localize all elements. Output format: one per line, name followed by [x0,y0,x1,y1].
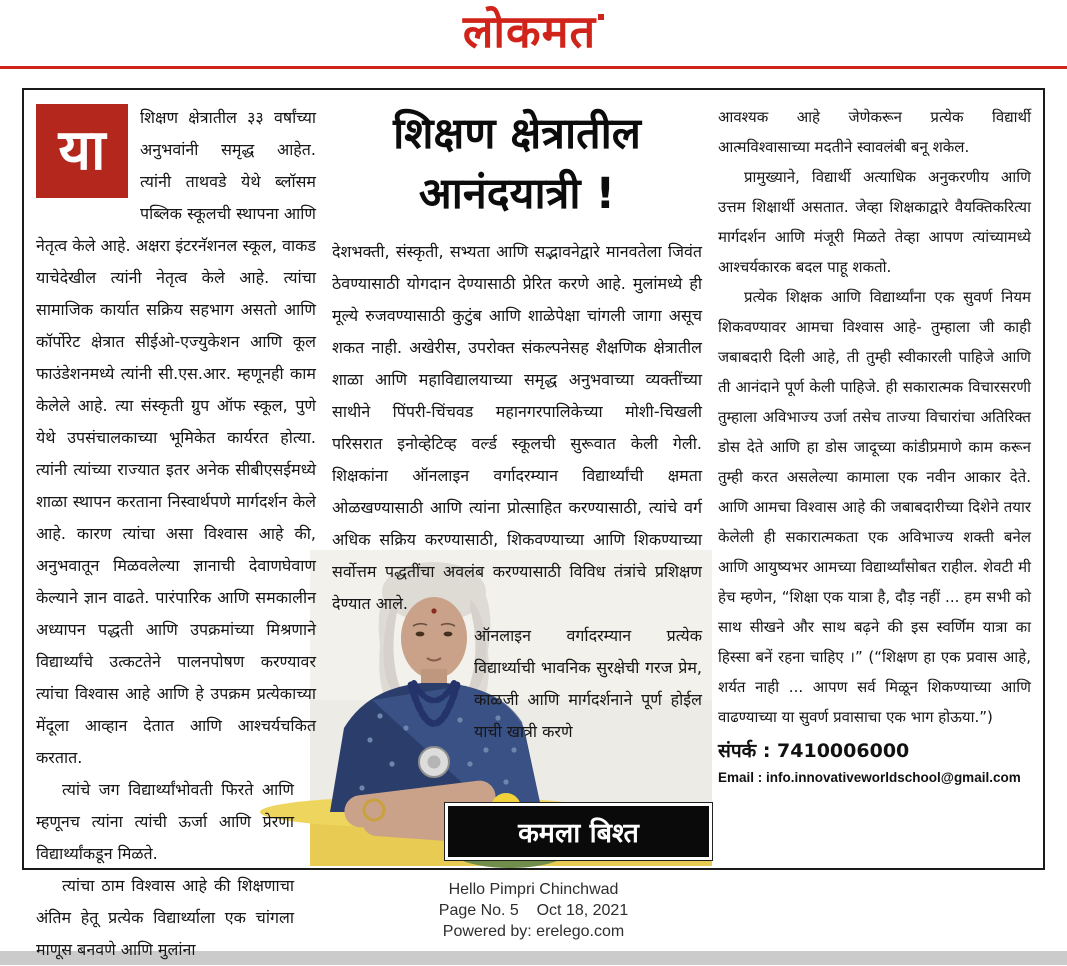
left-paragraph-2: त्यांचे जग विद्यार्थ्यांभोवती फिरते आणि म्हणूनच त्यांना त्यांची ऊर्जा आणि प्रेरणा विद्यार्थ्यांकडून मिळते. [36,780,294,863]
left-column [36,102,316,959]
masthead [0,4,1067,60]
right-paragraph-1: आवश्यक आहे जेणेकरून प्रत्येक विद्यार्थी आत्मविश्वासाच्या मदतीने स्वावलंबी बनू शकेल. [718,108,1031,156]
drop-cap: या [36,104,128,198]
left-paragraph-1 [36,102,316,774]
center-paragraph-1: देशभक्ती, संस्कृती, सभ्यता आणि सद्भावनेद्वारे मानवतेला जिवंत ठेवण्यासाठी योगदान देण्यासाठी प्रेरित करणे आहे. मुलांमध्ये ही मूल्ये रुजवण्यासाठी कुटुंब आणि शाळेपेक्षा चांगली जागा असूच शकत नाही. अखेरीस, उपरोक्त संकल्पनेसह शैक्षणिक क्षेत्रातील शाळा आणि महाविद्यालयाच्या समृद्ध अनुभवाच्या व्यक्तींच्या साथीने पिंपरी-चिंचवड महानगरपालिकेच्या मोशी-चिखली परिसरात इनोव्हेटिव्ह वर्ल्ड स्कूलची सुरूवात केली गेली. शिक्षकांना ऑनलाइन वर्गादरम्यान विद्यार्थ्यांची क्षमता ओळखण्यासाठी आणि त्यांना प्रोत्साहित करण्यासाठी, त्यांचे वर्ग अधिक सक्रिय करण्यासाठी, शिकवण्याच्या आणि शिकण्याच्या सर्वोत्तम पद्धतींचा अवलंब करण्यासाठी विविध तंत्रांचे प्रशिक्षण देण्यात आले. [332,242,702,613]
center-column [332,102,702,856]
left-paragraph-1-text: शिक्षण क्षेत्रातील ३३ वर्षांच्या अनुभवांनी समृद्ध आहेत. त्यांनी ताथवडे येथे ब्लॉसम पब्लिक स्कूलची स्थापना आणि नेतृत्व केले आहे. अक्षरा इंटरनॅशनल स्कूल, वाकड याचेदेखील त्यांनी नेतृत्व केले आहे. त्यांचा सामाजिक कार्यात सक्रिय सहभाग असतो आणि कॉर्पोरेट क्षेत्रात सीईओ-एज्युकेशन आणि कूल फाउंडेशनमध्ये त्यांनी सी.एस.आर. म्हणूनही काम केलेले आहे. त्या संस्कृती ग्रुप ऑफ स्कूल, पुणे येथे उपसंचालकाच्या भूमिकेत कार्यरत होत्या. त्यांनी त्यांच्या राज्यात इतर अनेक सीबीएसईमध्ये शाळा स्थापन करताना निस्वार्थपणे मार्गदर्शन केले आहे. कारण त्यांचा असा विश्वास आहे की, अनुभवातून मिळवलेल्या ज्ञानाची देवाणघेवाण केल्याने ज्ञान वाढते. पारंपारिक आणि समकालीन अध्यापन पद्धती आणि उपक्रमांच्या मिश्रणाने विद्यार्थ्यांचे उत्कटतेने पालनपोषण करण्यावर त्यांचा विश्वास आहे आणि हे उपक्रम प्रत्येकाच्या मेंदूला आव्हान देतात आणि आश्चर्यचकित करतात. [36,108,316,767]
footer-publication: Hello Pimpri Chinchwad [448,881,619,898]
newspaper-logo: लोकमत [462,5,597,58]
trademark-mark [598,14,604,20]
right-paragraph-2: प्रामुख्याने, विद्यार्थी अत्याधिक अनुकरणीय आणि उत्तम शिक्षार्थी असतात. जेव्हा शिक्षकाद्वारे वैयक्तिकरित्या मार्गदर्शन आणि मंजूरी मिळते तेव्हा आपण त्यांच्यामध्ये आश्चर्यकारक बदल पाहू शकतो. [718,168,1031,276]
center-paragraph-2: ऑनलाइन वर्गादरम्यान प्रत्येक विद्यार्थ्याची भावनिक सुरक्षेची गरज प्रेम, काळजी आणि मार्गदर्शनाने पूर्ण होईल याची खात्री करणे [474,626,702,741]
footer-page-date: Page No. 5 Oct 18, 2021 [438,902,629,919]
article-headline [332,104,702,224]
masthead-divider [0,66,1067,69]
headline-line-2: आनंदयात्री ! [418,169,616,219]
headline-line-1: शिक्षण क्षेत्रातील [393,109,641,159]
right-paragraph-3: प्रत्येक शिक्षक आणि विद्यार्थ्यांना एक सुवर्ण नियम शिकवण्यावर आमचा विश्वास आहे- तुम्हाला जी काही जबाबदारी दिली आहे, ती तुम्ही स्वीकारली पाहिजे आणि ती आनंदाने पूर्ण केली पाहिजे. ही सकारात्मक विचारसरणी तुम्हाला अविभाज्य उर्जा तसेच ताज्या विचारांचा अतिरिक्त डोस देते आणि हा डोस जादूच्या कांडीप्रमाणे काम करून तुम्ही करत असलेल्या कामाला एक नवीन आकार देते. आणि आमचा विश्वास आहे की जबाबदारीच्या दिशेने तयार केलेली ही सकारात्मकता एक अविभाज्य शक्ती बनेल आणि आयुष्यभर आमच्या विद्यार्थ्यांसोबत राहील. शेवटी मी हेच म्हणेन, “शिक्षा एक यात्रा है, दौड़ नहीं ... हम सभी को साथ सीखने और साथ बढ़ने की इस स्वर्णिम यात्रा का हिस्सा बनें रहना चाहिए ।” (“शिक्षण हा एक प्रवास आहे, शर्यत नाही ... आपण सर्व मिळून शिकण्याच्या आणि वाढण्याच्या या सुवर्ण प्रवासाचा एक भाग होऊया.”) [718,288,1031,726]
left-paragraph-3: त्यांचा ठाम विश्वास आहे की शिक्षणाचा अंतिम हेतू प्रत्येक विद्यार्थ्याला एक चांगला माणूस बनवणे आणि मुलांना [36,876,294,959]
right-column [718,102,1031,856]
photo-caption: कमला बिश्त [445,803,712,860]
contact-email: Email : info.innovativeworldschool@gmail.com [718,770,1021,785]
contact-phone: संपर्क : 7410006000 [718,740,910,762]
footer-powered-by: Powered by: erelego.com [442,923,625,940]
